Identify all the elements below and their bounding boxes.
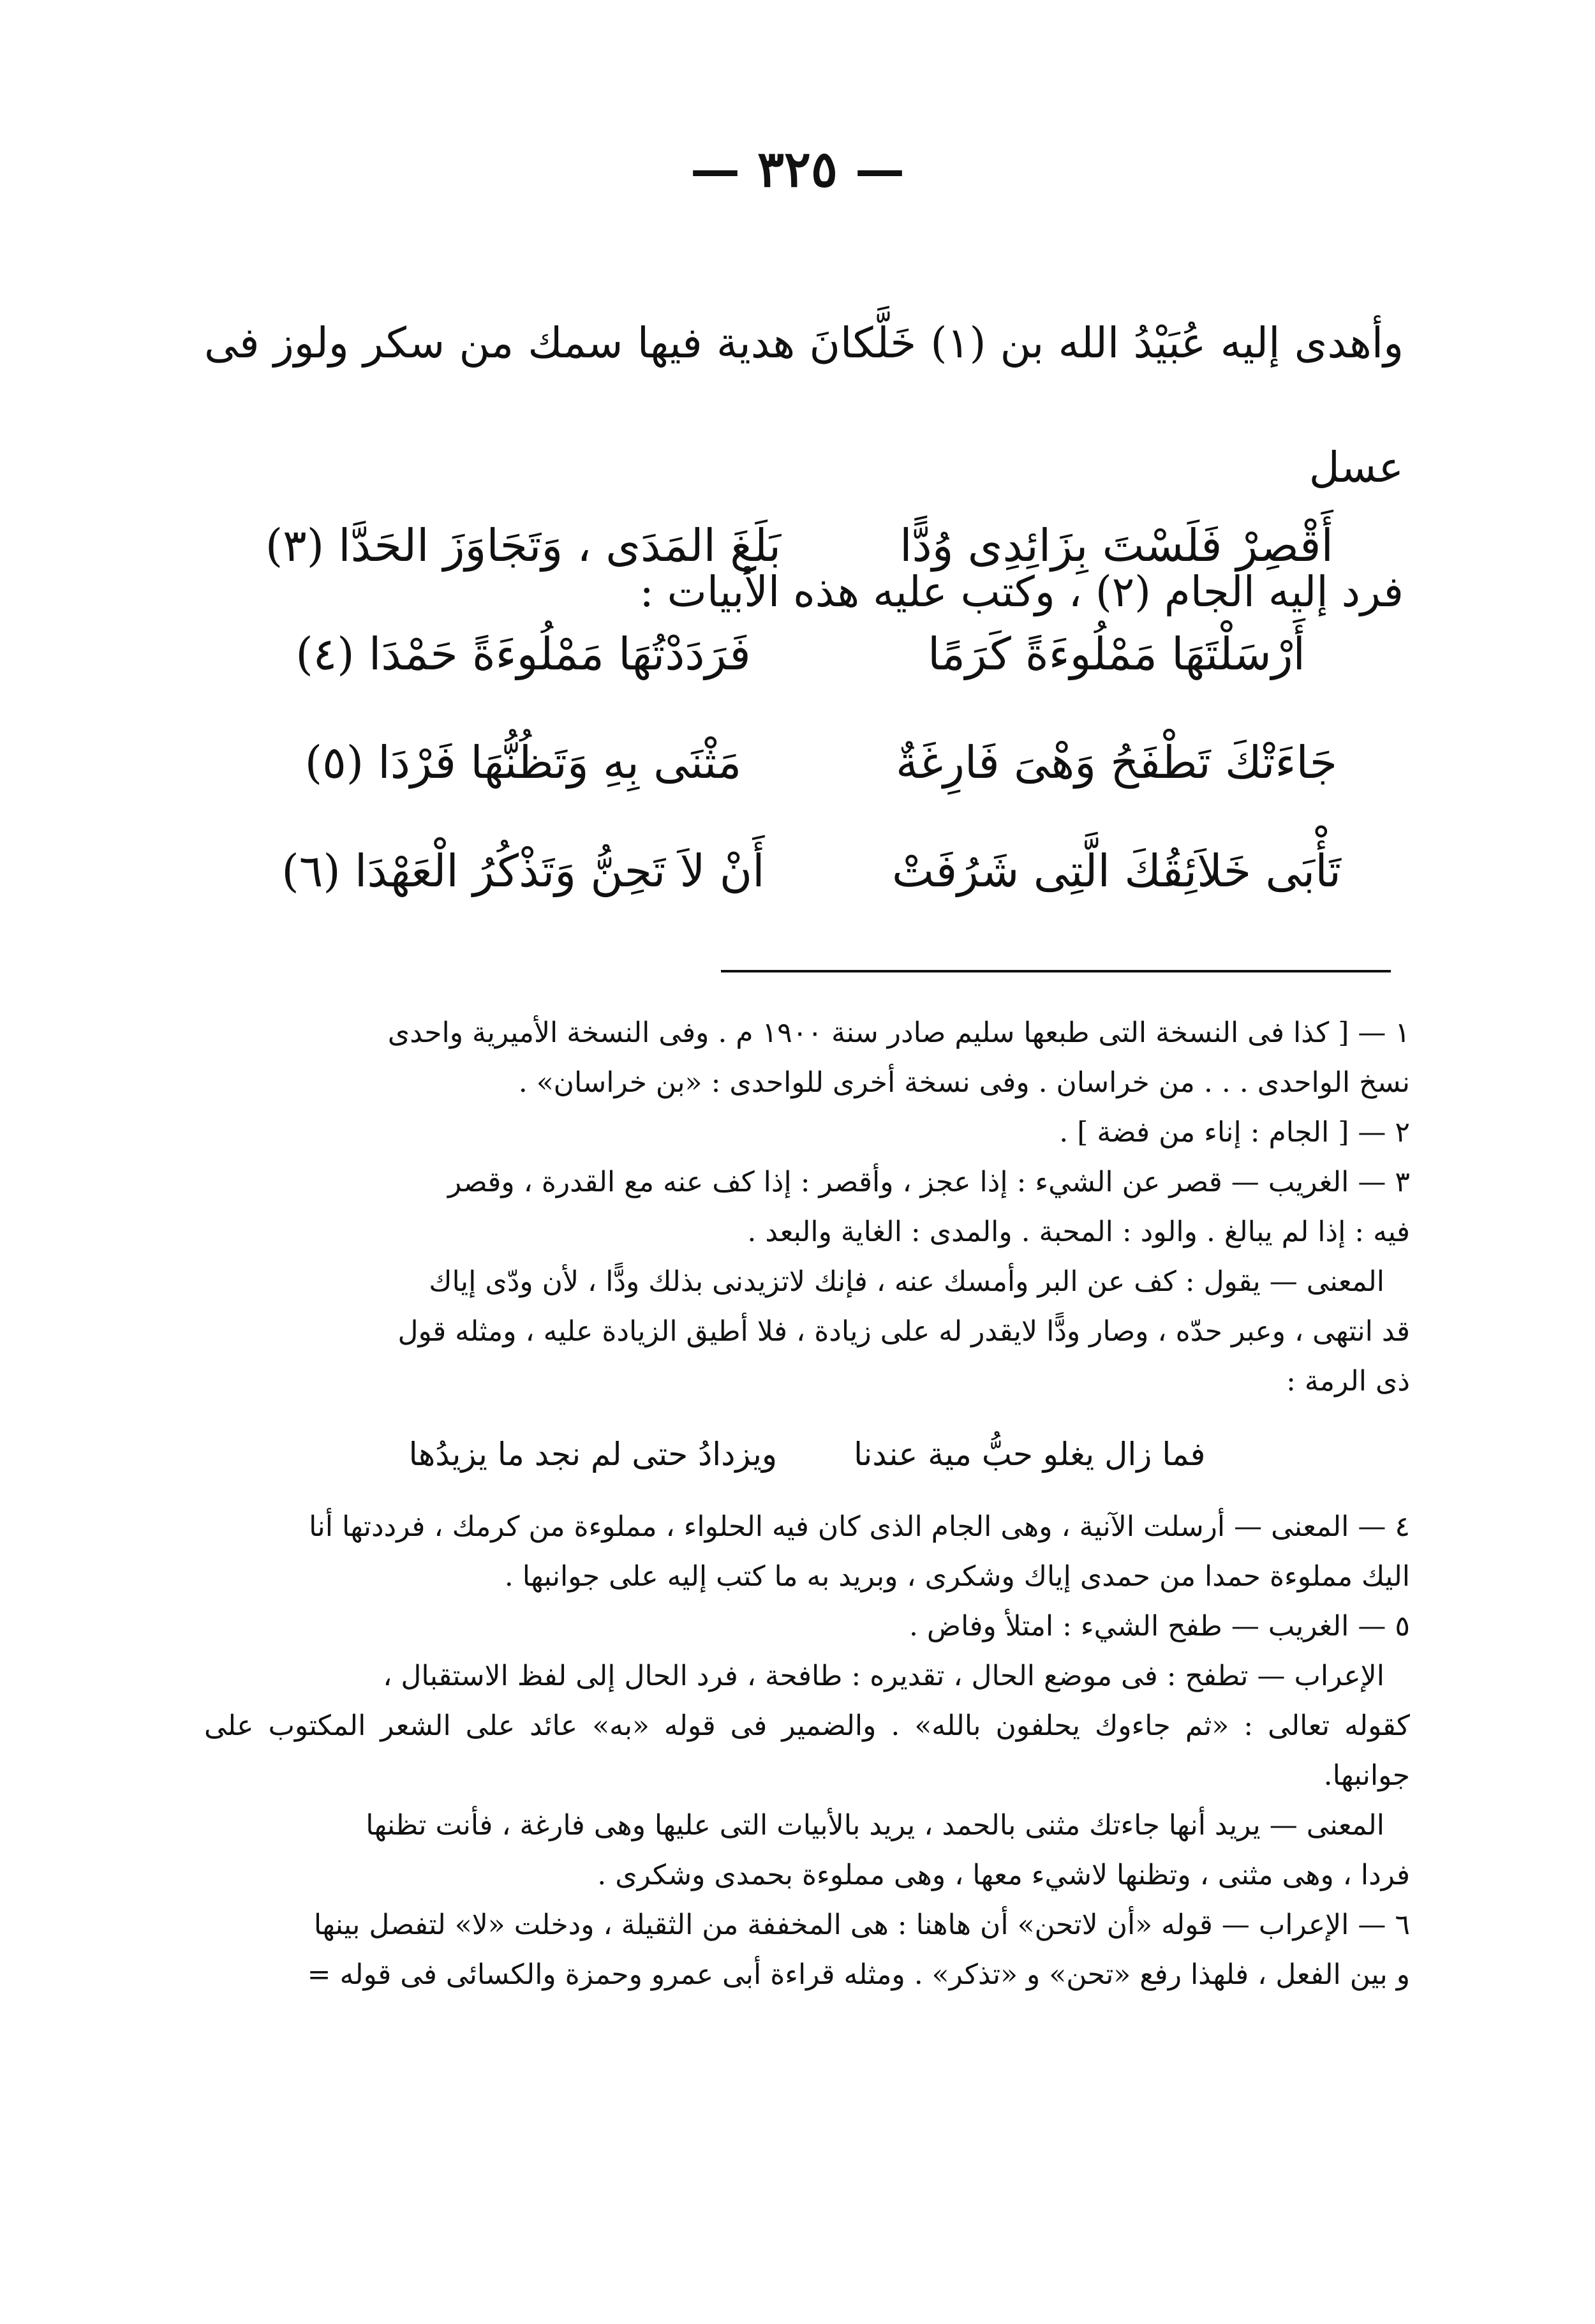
poem	[242, 491, 1397, 925]
verse-second-hemistich: مَثْنَى بِهِ وَتَظُنُّهَا فَرْدَا (٥)	[304, 736, 742, 789]
footnote-5-irab-line-2: كقوله تعالى : «ثم جاءوك يحلفون بالله» . والضمير فى قوله «به» عائد على الشعر المكتوب على جوانبها.	[204, 1709, 1410, 1792]
footnote-3-meaning-line-3: ذى الرمة :	[1286, 1365, 1410, 1397]
footnote-3-line-1: ٣ — الغريب — قصر عن الشيء : إذا عجز ، وأقصر : إذا كف عنه مع القدرة ، وقصر	[447, 1166, 1410, 1198]
quoted-verse-second-hemistich: ويزدادُ حتى لم نجد ما يزيدُها	[408, 1436, 778, 1473]
footnote-5-meaning-line-1: المعنى — يريد أنها جاءتك مثنى بالحمد ، يريد بالأبيات التى عليها وهى فارغة ، فأنت تظنها	[366, 1809, 1384, 1842]
verse-second-hemistich: بَلَغَ المَدَى ، وَتَجَاوَزَ الحَدَّا (٣)	[265, 519, 782, 572]
verse-first-hemistich: أَرْسَلْتَهَا مَمْلُوءَةً كَرَمًا	[928, 628, 1305, 680]
footnote-3-meaning-line-1: المعنى — يقول : كف عن البر وأمسك عنه ، فإنك لاتزيدنى بذلك ودًّا ، لأن ودّى إياك	[429, 1265, 1384, 1298]
footnote-5-meaning-line-2: فردا ، وهى مثنى ، وتظنها لاشيء معها ، وهى مملوءة بحمدى وشكرى .	[597, 1859, 1410, 1891]
footnote-5-irab-line-1: الإعراب — تطفح : فى موضع الحال ، تقديره : طافحة ، فرد الحال إلى لفظ الاستقبال ،	[383, 1660, 1384, 1692]
footnote-4-line-1: ٤ — المعنى — أرسلت الآنية ، وهى الجام الذى كان فيه الحلواء ، مملوءة من كرمك ، فرددتها أنا	[309, 1510, 1410, 1543]
intro-line-1: وأهدى إليه عُبَيْدُ الله بن (١) خَلَّكانَ هدية فيها سمك من سكر ولوز فى عسل	[204, 318, 1404, 492]
poem-verse	[242, 817, 1397, 925]
footnote-5: ٥ — الغريب — طفح الشيء : امتلأ وفاض .	[909, 1610, 1410, 1642]
verse-first-hemistich: جَاءَتْكَ تَطْفَحُ وَهْىَ فَارِغَةٌ	[895, 736, 1338, 789]
footnote-1-line-2: نسخ الواحدى . . . من خراسان . وفى نسخة أخرى للواحدى : «بن خراسان» .	[518, 1066, 1410, 1099]
intro-line-2: فرد إليه الجام (٢) ، وكتب عليه هذه الأبيات :	[639, 567, 1404, 616]
footnote-2: ٢ — [ الجام : إناء من فضة ] .	[1059, 1116, 1410, 1149]
footnote-4-line-2: اليك مملوءة حمدا من حمدى إياك وشكرى ، وبريد به ما كتب إليه على جوانبها .	[504, 1560, 1410, 1593]
poem-verse	[242, 708, 1397, 817]
footnotes	[204, 1008, 1410, 2000]
footnote-3-line-2: فيه : إذا لم يبالغ . والود : المحبة . والمدى : الغاية والبعد .	[747, 1216, 1410, 1248]
poem-verse	[242, 600, 1397, 708]
footnote-3-meaning-line-2: قد انتهى ، وعبر حدّه ، وصار ودًّا لايقدر له على زيادة ، فلا أطيق الزيادة عليه ، ومثله قول	[397, 1315, 1410, 1348]
quoted-verse	[204, 1406, 1410, 1502]
poem-verse	[242, 491, 1397, 600]
verse-second-hemistich: فَرَدَدْتُهَا مَمْلُوءَةً حَمْدَا (٤)	[295, 628, 751, 680]
footnote-6-line-1: ٦ — الإعراب — قوله «أن لاتحن» أن هاهنا : هى المخففة من الثقيلة ، ودخلت «لا» لتفصل بينها	[313, 1909, 1410, 1941]
quoted-verse-first-hemistich: فما زال يغلو حبُّ مية عندنا	[854, 1436, 1206, 1473]
footnote-1-line-1: ١ — [ كذا فى النسخة التى طبعها سليم صادر سنة ١٩٠٠ م . وفى النسخة الأميرية واحدى	[387, 1017, 1410, 1049]
verse-first-hemistich: أَقْصِرْ فَلَسْتَ بِزَائِدِى وُدًّا	[900, 519, 1333, 572]
verse-second-hemistich: أَنْ لاَ تَحِنُّ وَتَذْكُرُ الْعَهْدَا (٦)	[281, 845, 765, 897]
footnote-divider	[721, 970, 1391, 972]
page-number: — ٣٢٥ —	[690, 140, 905, 198]
footnote-6-line-2: و بين الفعل ، فلهذا رفع «تحن» و «تذكر» . ومثله قراءة أبى عمرو وحمزة والكسائى فى قوله =	[307, 1958, 1410, 1991]
verse-first-hemistich: تَأْبَى خَلاَئِقُكَ الَّتِى شَرُفَتْ	[891, 845, 1342, 897]
